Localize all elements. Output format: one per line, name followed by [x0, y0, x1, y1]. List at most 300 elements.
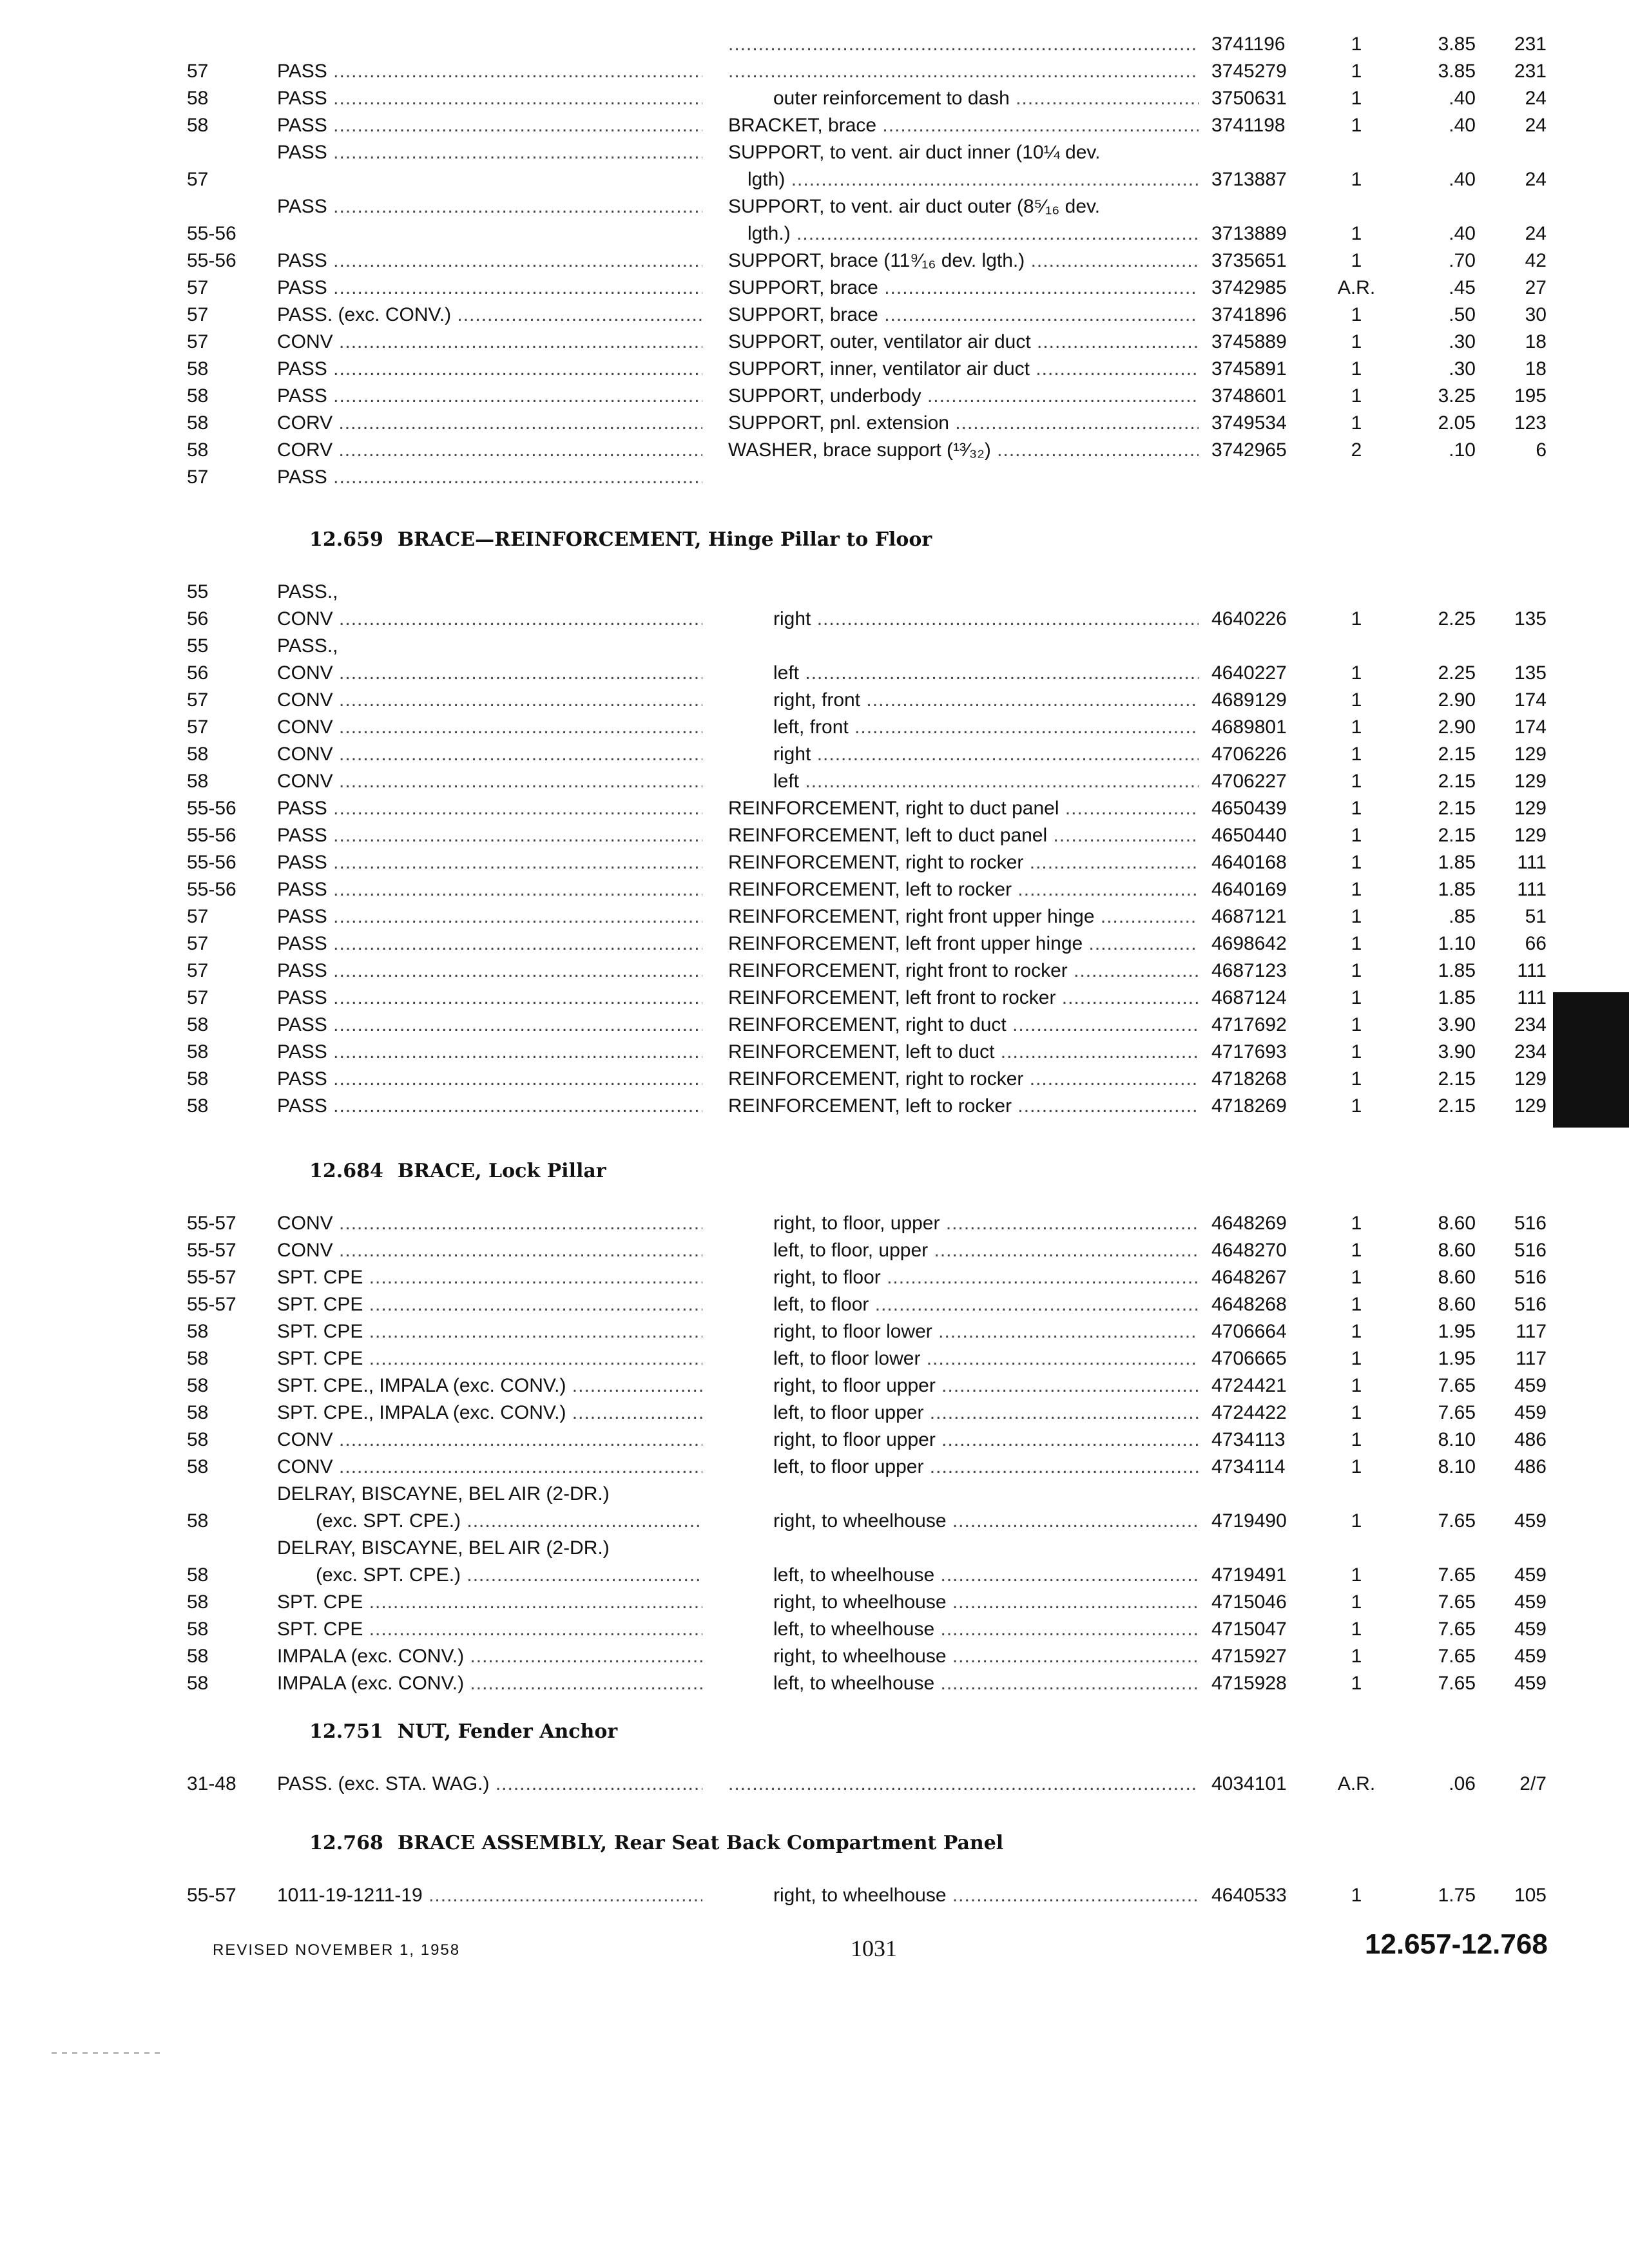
- part-number: 4640227: [1211, 662, 1287, 684]
- table-row: [0, 1427, 1629, 1454]
- model-text: PASS. (exc. STA. WAG.) .....: [277, 1773, 702, 1794]
- list-price: 2.25: [1438, 662, 1476, 684]
- model-text: SPT. CPE .....: [277, 1348, 702, 1369]
- description-cell: [728, 437, 1199, 464]
- price-units: 27: [1525, 277, 1547, 298]
- list-price: 3.85: [1438, 61, 1476, 82]
- price-units: 174: [1514, 716, 1547, 738]
- part-number: 3742965: [1211, 439, 1287, 461]
- model-cell: [277, 714, 702, 741]
- description-text: REINFORCEMENT, right to rocker .....: [728, 852, 1199, 873]
- model-cell: [277, 822, 702, 849]
- part-number: 4706665: [1211, 1348, 1287, 1369]
- list-price: .30: [1449, 358, 1476, 380]
- model-cell: [277, 1318, 702, 1345]
- quantity: 1: [1351, 879, 1362, 900]
- year-cell: 58: [187, 1591, 209, 1613]
- model-line-1: PASS.,: [277, 635, 338, 657]
- description-cell: [728, 1882, 1199, 1909]
- model-cell: [277, 1237, 702, 1264]
- description-line-2: lgth) .....: [728, 166, 1199, 193]
- table-row: [0, 437, 1629, 464]
- table-row: [0, 58, 1629, 85]
- description-text: right .....: [773, 744, 1199, 765]
- model-text: PASS .....: [277, 1068, 702, 1090]
- section-number: 12.684: [309, 1160, 383, 1182]
- model-cell: [277, 1670, 702, 1697]
- table-row: [0, 849, 1629, 876]
- year-cell: 57: [187, 61, 209, 82]
- year-cell: 58: [187, 385, 209, 407]
- part-number: 4717693: [1211, 1041, 1287, 1062]
- part-number: 4706664: [1211, 1321, 1287, 1342]
- quantity: 1: [1351, 412, 1362, 434]
- description-text: left, to floor lower .....: [773, 1348, 1199, 1369]
- price-units: 459: [1514, 1375, 1547, 1396]
- list-price: 7.65: [1438, 1510, 1476, 1532]
- year-cell: 55: [187, 635, 209, 657]
- price-units: 117: [1516, 1321, 1547, 1342]
- list-price: 8.60: [1438, 1240, 1476, 1261]
- quantity: 1: [1351, 223, 1362, 244]
- part-number: 4650439: [1211, 798, 1287, 819]
- year-cell: 31-48: [187, 1773, 236, 1794]
- part-number: 4719491: [1211, 1564, 1287, 1586]
- description-text: SUPPORT, brace (11⁹⁄₁₆ dev. lgth.) .....: [728, 250, 1199, 271]
- part-number: 3741896: [1211, 304, 1287, 325]
- price-units: 231: [1514, 34, 1547, 55]
- model-cell: [277, 1643, 702, 1670]
- model-cell: [277, 1210, 702, 1237]
- list-price: .40: [1449, 169, 1476, 190]
- description-cell: [728, 687, 1199, 714]
- quantity: 1: [1351, 933, 1362, 954]
- year-cell: 58: [187, 1402, 209, 1423]
- year-cell: 57: [187, 716, 209, 738]
- description-cell: [728, 957, 1199, 985]
- table-row: [0, 985, 1629, 1012]
- price-units: 516: [1514, 1267, 1547, 1288]
- quantity: 1: [1351, 987, 1362, 1008]
- model-cell: [277, 1345, 702, 1372]
- part-number: 4734114: [1211, 1456, 1286, 1477]
- table-row: [0, 1039, 1629, 1066]
- quantity: 1: [1351, 906, 1362, 927]
- year-cell: 55-57: [187, 1267, 236, 1288]
- quantity: 1: [1351, 1885, 1362, 1906]
- model-cell: [277, 1771, 702, 1798]
- price-units: 459: [1514, 1564, 1547, 1586]
- price-units: 516: [1514, 1240, 1547, 1261]
- section-number: 12.751: [309, 1720, 383, 1743]
- year-cell: 55-56: [187, 250, 236, 271]
- list-price: 3.25: [1438, 385, 1476, 407]
- part-number: 4687124: [1211, 987, 1287, 1008]
- price-units: 30: [1525, 304, 1547, 325]
- table-row: [0, 1535, 1629, 1589]
- part-number: 4687121: [1211, 906, 1287, 927]
- model-cell: [277, 247, 702, 274]
- model-text: PASS .....: [277, 1041, 702, 1062]
- model-text: PASS .....: [277, 879, 702, 900]
- section-number: 12.768: [309, 1832, 383, 1854]
- description-cell: [728, 1670, 1199, 1697]
- year-cell: 55-56: [187, 852, 236, 873]
- price-units: 111: [1517, 960, 1547, 981]
- description-text: REINFORCEMENT, left to duct .....: [728, 1041, 1199, 1062]
- year-cell: 55: [187, 581, 209, 602]
- description-text: left, to floor upper .....: [773, 1456, 1199, 1477]
- part-number: 3742985: [1211, 277, 1287, 298]
- description-cell: [728, 1454, 1199, 1481]
- description-text: right, to wheelhouse .....: [773, 1885, 1199, 1906]
- quantity: 1: [1351, 1646, 1362, 1667]
- part-number: 4648268: [1211, 1294, 1287, 1315]
- model-text: PASS .....: [277, 250, 702, 271]
- description-text: BRACKET, brace .....: [728, 115, 1199, 136]
- model-cell: [277, 410, 702, 437]
- description-line-1: SUPPORT, to vent. air duct inner (10¼ dev.: [728, 142, 1101, 163]
- part-number: 4648269: [1211, 1213, 1287, 1234]
- table-row: [0, 633, 1629, 687]
- model-cell: [277, 930, 702, 957]
- quantity: 1: [1351, 250, 1362, 271]
- model-text: SPT. CPE .....: [277, 1591, 702, 1613]
- model-cell: [277, 1616, 702, 1643]
- table-row: [0, 1771, 1629, 1798]
- description-cell: [728, 1771, 1199, 1798]
- list-price: .40: [1449, 115, 1476, 136]
- quantity: 1: [1351, 1213, 1362, 1234]
- table-row: [0, 1616, 1629, 1643]
- price-units: 459: [1514, 1591, 1547, 1613]
- description-text: left .....: [773, 771, 1199, 792]
- part-number: 3745279: [1211, 61, 1287, 82]
- model-cell: [277, 957, 702, 985]
- price-units: 18: [1525, 331, 1547, 352]
- list-price: .45: [1449, 277, 1476, 298]
- year-cell: 58: [187, 412, 209, 434]
- quantity: 1: [1351, 1456, 1362, 1477]
- model-text: PASS .....: [277, 358, 702, 380]
- list-price: 2.90: [1438, 689, 1476, 711]
- description-cell: [728, 768, 1199, 795]
- table-row: [0, 579, 1629, 633]
- part-number: 4715046: [1211, 1591, 1287, 1613]
- price-units: 24: [1525, 223, 1547, 244]
- list-price: .50: [1449, 304, 1476, 325]
- model-cell: [277, 768, 702, 795]
- price-units: 234: [1514, 1014, 1547, 1035]
- model-text: CONV .....: [277, 1240, 702, 1261]
- description-cell: [728, 606, 1199, 633]
- model-cell: [277, 85, 702, 112]
- part-number: 4715927: [1211, 1646, 1287, 1667]
- description-text: right, to wheelhouse .....: [773, 1591, 1199, 1613]
- price-units: 129: [1514, 798, 1547, 819]
- description-cell: [728, 714, 1199, 741]
- table-row: [0, 193, 1629, 247]
- part-number: 3750631: [1211, 88, 1287, 109]
- description-text: REINFORCEMENT, left to rocker .....: [728, 1095, 1199, 1117]
- description-cell: [728, 112, 1199, 139]
- model-line-2: (exc. SPT. CPE.) .....: [277, 1562, 702, 1589]
- description-text: right, to floor, upper .....: [773, 1213, 1199, 1234]
- price-units: 6: [1536, 439, 1547, 461]
- list-price: 1.85: [1438, 960, 1476, 981]
- model-cell: [277, 1481, 702, 1535]
- description-text: [728, 1773, 1199, 1794]
- model-cell: [277, 633, 702, 687]
- year-cell: 57: [187, 906, 209, 927]
- part-number: 4734113: [1211, 1429, 1286, 1450]
- model-cell: [277, 1012, 702, 1039]
- quantity: 1: [1351, 1429, 1362, 1450]
- year-cell: 57: [187, 466, 209, 488]
- model-cell: [277, 356, 702, 383]
- list-price: .40: [1449, 88, 1476, 109]
- list-price: 2.15: [1438, 744, 1476, 765]
- part-number: 4640226: [1211, 608, 1287, 629]
- price-units: 123: [1514, 412, 1547, 434]
- model-text: 1011-19-1211-19 .....: [277, 1885, 702, 1906]
- table-row: [0, 795, 1629, 822]
- quantity: 1: [1351, 744, 1362, 765]
- description-cell: [728, 410, 1199, 437]
- model-line-1: DELRAY, BISCAYNE, BEL AIR (2-DR.): [277, 1537, 610, 1559]
- model-line-2: CONV .....: [277, 660, 702, 687]
- year-cell: 58: [187, 88, 209, 109]
- part-number: 3713887: [1211, 169, 1287, 190]
- table-row: [0, 85, 1629, 112]
- description-cell: [728, 302, 1199, 329]
- table-row: [0, 31, 1629, 58]
- year-cell: 58: [187, 1041, 209, 1062]
- price-units: 111: [1517, 987, 1547, 1008]
- description-text: REINFORCEMENT, right front upper hinge .....: [728, 906, 1199, 927]
- description-cell: [728, 1210, 1199, 1237]
- table-row: [0, 1372, 1629, 1399]
- section-title-text: BRACE ASSEMBLY, Rear Seat Back Compartment Panel: [397, 1832, 1004, 1854]
- list-price: 2.25: [1438, 608, 1476, 629]
- model-text: PASS .....: [277, 1014, 702, 1035]
- year-cell: 55-56: [187, 798, 236, 819]
- price-units: 459: [1514, 1402, 1547, 1423]
- price-units: 135: [1514, 608, 1547, 629]
- description-text: REINFORCEMENT, right to duct panel .....: [728, 798, 1199, 819]
- description-cell: [728, 1318, 1199, 1345]
- table-row: [0, 464, 1629, 491]
- description-text: REINFORCEMENT, left front upper hinge .....: [728, 933, 1199, 954]
- part-number: 4698642: [1211, 933, 1287, 954]
- description-text: SUPPORT, outer, ventilator air duct .....: [728, 331, 1199, 352]
- model-text: PASS .....: [277, 906, 702, 927]
- list-price: 1.85: [1438, 987, 1476, 1008]
- model-text: SPT. CPE., IMPALA (exc. CONV.) .....: [277, 1402, 702, 1423]
- quantity: A.R.: [1337, 1773, 1376, 1794]
- table-row: [0, 274, 1629, 302]
- part-number: 4687123: [1211, 960, 1287, 981]
- table-row: [0, 302, 1629, 329]
- quantity: 1: [1351, 61, 1362, 82]
- model-text: CONV .....: [277, 716, 702, 738]
- quantity: 1: [1351, 771, 1362, 792]
- model-text: PASS .....: [277, 385, 702, 407]
- list-price: .30: [1449, 331, 1476, 352]
- model-text: SPT. CPE., IMPALA (exc. CONV.) .....: [277, 1375, 702, 1396]
- part-number: 4715047: [1211, 1619, 1287, 1640]
- year-cell: 58: [187, 1673, 209, 1694]
- list-price: 7.65: [1438, 1619, 1476, 1640]
- part-number: 4640169: [1211, 879, 1287, 900]
- model-cell: [277, 464, 702, 491]
- list-price: 2.15: [1438, 1068, 1476, 1090]
- description-text: left, front .....: [773, 716, 1199, 738]
- part-number: 3749534: [1211, 412, 1287, 434]
- model-cell: [277, 849, 702, 876]
- table-row: [0, 1454, 1629, 1481]
- quantity: 1: [1351, 1068, 1362, 1090]
- model-text: PASS .....: [277, 466, 702, 488]
- price-units: 2/7: [1519, 1773, 1547, 1794]
- quantity: 1: [1351, 115, 1362, 136]
- model-text: CONV .....: [277, 771, 702, 792]
- price-units: 486: [1514, 1429, 1547, 1450]
- description-text: SUPPORT, brace .....: [728, 304, 1199, 325]
- description-cell: [728, 1291, 1199, 1318]
- model-text: PASS .....: [277, 852, 702, 873]
- description-cell: [728, 247, 1199, 274]
- description-cell: [728, 930, 1199, 957]
- year-cell: 58: [187, 1348, 209, 1369]
- model-cell: [277, 1427, 702, 1454]
- part-number: 3713889: [1211, 223, 1287, 244]
- model-cell: [277, 1454, 702, 1481]
- quantity: 1: [1351, 608, 1362, 629]
- price-units: 129: [1514, 744, 1547, 765]
- model-cell: [277, 687, 702, 714]
- part-number: 4718268: [1211, 1068, 1287, 1090]
- table-row: [0, 1643, 1629, 1670]
- model-text: PASS .....: [277, 960, 702, 981]
- model-text: IMPALA (exc. CONV.) .....: [277, 1673, 702, 1694]
- quantity: 1: [1351, 798, 1362, 819]
- year-cell: 58: [187, 1429, 209, 1450]
- description-text: left, to floor upper .....: [773, 1402, 1199, 1423]
- price-units: 24: [1525, 169, 1547, 190]
- description-text: right, to floor upper .....: [773, 1429, 1199, 1450]
- model-text: CONV .....: [277, 689, 702, 711]
- model-cell: [277, 329, 702, 356]
- quantity: 1: [1351, 1673, 1362, 1694]
- quantity: 1: [1351, 1510, 1362, 1532]
- table-row: [0, 957, 1629, 985]
- table-row: [0, 714, 1629, 741]
- section-heading: [309, 1832, 1003, 1854]
- quantity: 1: [1351, 1619, 1362, 1640]
- part-number: 3745889: [1211, 331, 1287, 352]
- list-price: .70: [1449, 250, 1476, 271]
- year-cell: 58: [187, 439, 209, 461]
- model-cell: [277, 1399, 702, 1427]
- quantity: 1: [1351, 34, 1362, 55]
- description-text: right, to wheelhouse .....: [773, 1510, 1199, 1532]
- price-units: 24: [1525, 115, 1547, 136]
- table-row: [0, 1345, 1629, 1372]
- model-line-2: (exc. SPT. CPE.) .....: [277, 1508, 702, 1535]
- scan-speck: [52, 2052, 161, 2054]
- model-cell: [277, 1093, 702, 1120]
- description-line-1: SUPPORT, to vent. air duct outer (8⁵⁄₁₆ dev.: [728, 196, 1101, 217]
- part-number: 4717692: [1211, 1014, 1287, 1035]
- quantity: 1: [1351, 689, 1362, 711]
- list-price: 1.95: [1438, 1348, 1476, 1369]
- year-cell: 57: [187, 960, 209, 981]
- list-price: 2.15: [1438, 798, 1476, 819]
- list-price: 7.65: [1438, 1646, 1476, 1667]
- model-text: PASS .....: [277, 115, 702, 136]
- table-row: [0, 687, 1629, 714]
- description-text: REINFORCEMENT, left front to rocker .....: [728, 987, 1199, 1008]
- table-row: [0, 383, 1629, 410]
- page-number: 1031: [851, 1936, 897, 1961]
- description-cell: [728, 1012, 1199, 1039]
- price-units: 129: [1514, 771, 1547, 792]
- part-number: 3748601: [1211, 385, 1287, 407]
- model-text: CORV .....: [277, 439, 702, 461]
- year-cell-second: 56: [187, 662, 209, 684]
- section-title-text: BRACE—REINFORCEMENT, Hinge Pillar to Floor: [397, 528, 932, 551]
- description-cell: [728, 383, 1199, 410]
- description-cell: [728, 356, 1199, 383]
- quantity: 1: [1351, 1014, 1362, 1035]
- model-text: SPT. CPE .....: [277, 1321, 702, 1342]
- description-text: [728, 61, 1199, 82]
- price-units: 195: [1514, 385, 1547, 407]
- quantity: 1: [1351, 852, 1362, 873]
- section-heading: [309, 1720, 617, 1743]
- description-cell: [728, 139, 1199, 193]
- part-number: 4706227: [1211, 771, 1287, 792]
- model-cell: [277, 1882, 702, 1909]
- year-cell: 57: [187, 277, 209, 298]
- description-text: right, to wheelhouse .....: [773, 1646, 1199, 1667]
- model-text: PASS .....: [277, 196, 702, 217]
- list-price: 7.65: [1438, 1402, 1476, 1423]
- price-units: 42: [1525, 250, 1547, 271]
- list-price: 1.10: [1438, 933, 1476, 954]
- year-cell: 58: [187, 358, 209, 380]
- part-number: 4724421: [1211, 1375, 1287, 1396]
- description-text: WASHER, brace support (¹³⁄₃₂) .....: [728, 439, 1199, 461]
- description-text: right, to floor upper .....: [773, 1375, 1199, 1396]
- quantity: 1: [1351, 331, 1362, 352]
- price-units: 51: [1525, 906, 1547, 927]
- model-text: SPT. CPE .....: [277, 1267, 702, 1288]
- quantity: 1: [1351, 304, 1362, 325]
- description-cell: [728, 660, 1199, 687]
- year-cell: 58: [187, 1375, 209, 1396]
- price-units: 234: [1514, 1041, 1547, 1062]
- table-row: [0, 1012, 1629, 1039]
- description-text: SUPPORT, underbody .....: [728, 385, 1199, 407]
- part-number: 4648270: [1211, 1240, 1287, 1261]
- description-cell: [728, 1093, 1199, 1120]
- model-text: SPT. CPE .....: [277, 1619, 702, 1640]
- description-cell: [728, 1039, 1199, 1066]
- model-cell: [277, 876, 702, 903]
- list-price: .40: [1449, 223, 1476, 244]
